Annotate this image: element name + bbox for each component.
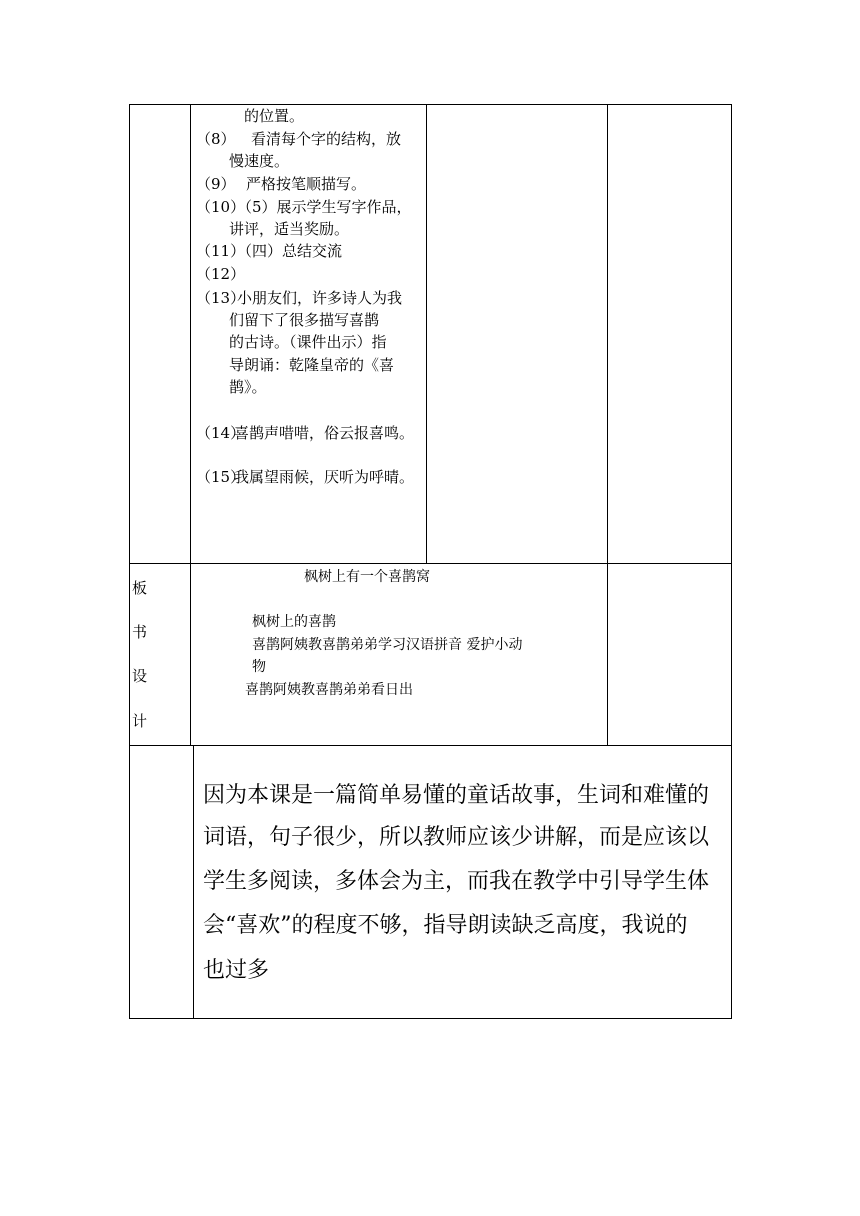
board-title: 枫树上有一个喜鹊窝: [304, 569, 430, 585]
step-line: 们留下了很多描写喜鹊: [229, 311, 380, 329]
step-line: （5）展示学生写字作品，: [237, 198, 412, 216]
board-line: 喜鹊阿姨教喜鹊弟弟学习汉语拼音 爱护小动: [252, 637, 523, 653]
step-number: （10）: [196, 198, 246, 216]
board-label-char: 书: [132, 623, 148, 641]
board-label-char: 计: [132, 712, 148, 730]
table-row-divider-1: [129, 563, 732, 564]
step-number: （9）: [196, 175, 236, 193]
step-number: （11）: [196, 242, 246, 260]
table-border-top: [129, 104, 732, 105]
step-line: 鹊》。: [229, 378, 267, 396]
board-label-char: 设: [132, 667, 148, 685]
step-line: 慢速度。: [229, 152, 290, 170]
board-label-char: 板: [132, 579, 148, 597]
step-line: 严格按笔顺描写。: [246, 175, 367, 193]
board-line: 枫树上的喜鹊: [252, 614, 336, 630]
reflection-line: 词语，句子很少，所以教师应该少讲解，而是应该以: [203, 825, 710, 850]
step-line: 导朗诵：乾隆皇帝的《喜: [229, 356, 395, 374]
table-border-right: [731, 104, 732, 1019]
step-line: 看清每个字的结构，放: [251, 130, 402, 148]
table-row-divider-2: [129, 745, 732, 746]
step-line: 我属望雨候，厌听为呼晴。: [234, 468, 415, 486]
step-number: （15）: [196, 468, 246, 486]
table-border-bottom: [129, 1018, 732, 1019]
board-line: 物: [252, 659, 266, 675]
reflection-line: 因为本课是一篇简单易懂的童话故事，生词和难懂的: [203, 783, 710, 808]
label-column-divider-bottom: [193, 745, 194, 1019]
reflection-line: 会“喜欢”的程度不够，指导朗读缺乏高度，我说的: [203, 913, 688, 938]
label-column-divider-top: [190, 104, 191, 746]
table-border-left: [129, 104, 130, 1019]
steps-column-divider: [426, 104, 427, 564]
step-line: （四）总结交流: [237, 242, 343, 260]
notes-column-divider: [607, 104, 608, 746]
step-number: （12）: [196, 265, 246, 283]
reflection-line: 学生多阅读，多体会为主，而我在教学中引导学生体: [203, 869, 710, 894]
step-number: （8）: [196, 130, 236, 148]
step-line: 的位置。: [244, 107, 305, 125]
step-number: （14）: [196, 424, 246, 442]
step-number: （13）: [196, 289, 246, 307]
step-line: 的古诗。（课件出示）指: [229, 333, 387, 351]
board-line: 喜鹊阿姨教喜鹊弟弟看日出: [245, 682, 413, 698]
step-line: 喜鹊声唶唶，俗云报喜鸣。: [234, 424, 415, 442]
step-line: 小朋友们，许多诗人为我: [237, 289, 403, 307]
step-line: 讲评，适当奖励。: [229, 220, 350, 238]
reflection-line: 也过多: [203, 958, 270, 983]
